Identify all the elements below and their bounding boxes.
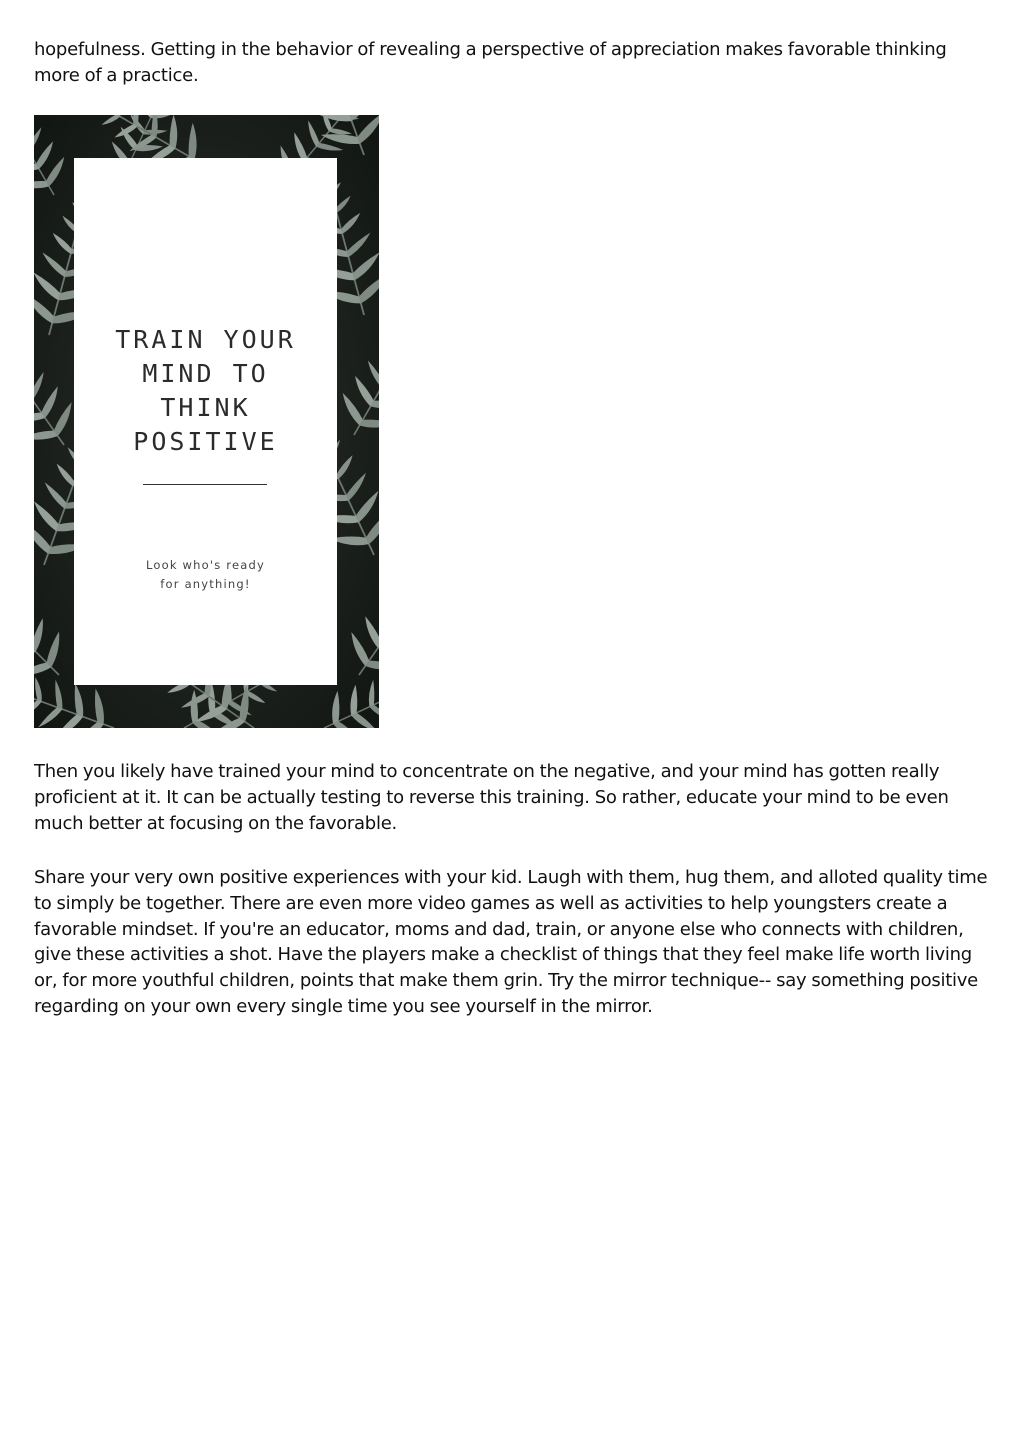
poster-title: [74, 323, 337, 459]
poster-title-line: TRAIN YOUR: [115, 325, 296, 354]
poster-title-line: MIND TO: [142, 359, 269, 388]
poster-subtitle-line: for anything!: [160, 576, 251, 591]
poster-subtitle-line: Look who's ready: [145, 558, 266, 572]
poster-card: [74, 158, 337, 685]
paragraph-intro: hopefulness. Getting in the behavior of revealing a perspective of appreciation makes favorable thinking more of a practice.: [34, 39, 947, 86]
poster-subtitle: [74, 556, 337, 593]
poster-title-line: THINK: [160, 393, 251, 422]
paragraph-negative: Then you likely have trained your mind to concentrate on the negative, and your mind has gotten really proficient at it. It can be actually testing to reverse this training. So rather, educate your mind to be even much better at focusing on the favorable.: [34, 761, 949, 834]
poster-image: [34, 115, 379, 728]
paragraph-share: Share your very own positive experiences with your kid. Laugh with them, hug them, and alloted quality time to simply be together. There are even more video games as well as activities to help youngsters create a favorable mindset. If you're an educator, moms and dad, train, or anyone else who connects with children, give these activities a shot. Have the players make a checklist of things that they feel make life worth living or, for more youthful children, points that make them grin. Try the mirror technique-- say something positive regarding on your own every single time you see yourself in the mirror.: [34, 867, 988, 1017]
poster-title-line: POSITIVE: [133, 427, 278, 456]
poster-divider: [143, 484, 267, 485]
